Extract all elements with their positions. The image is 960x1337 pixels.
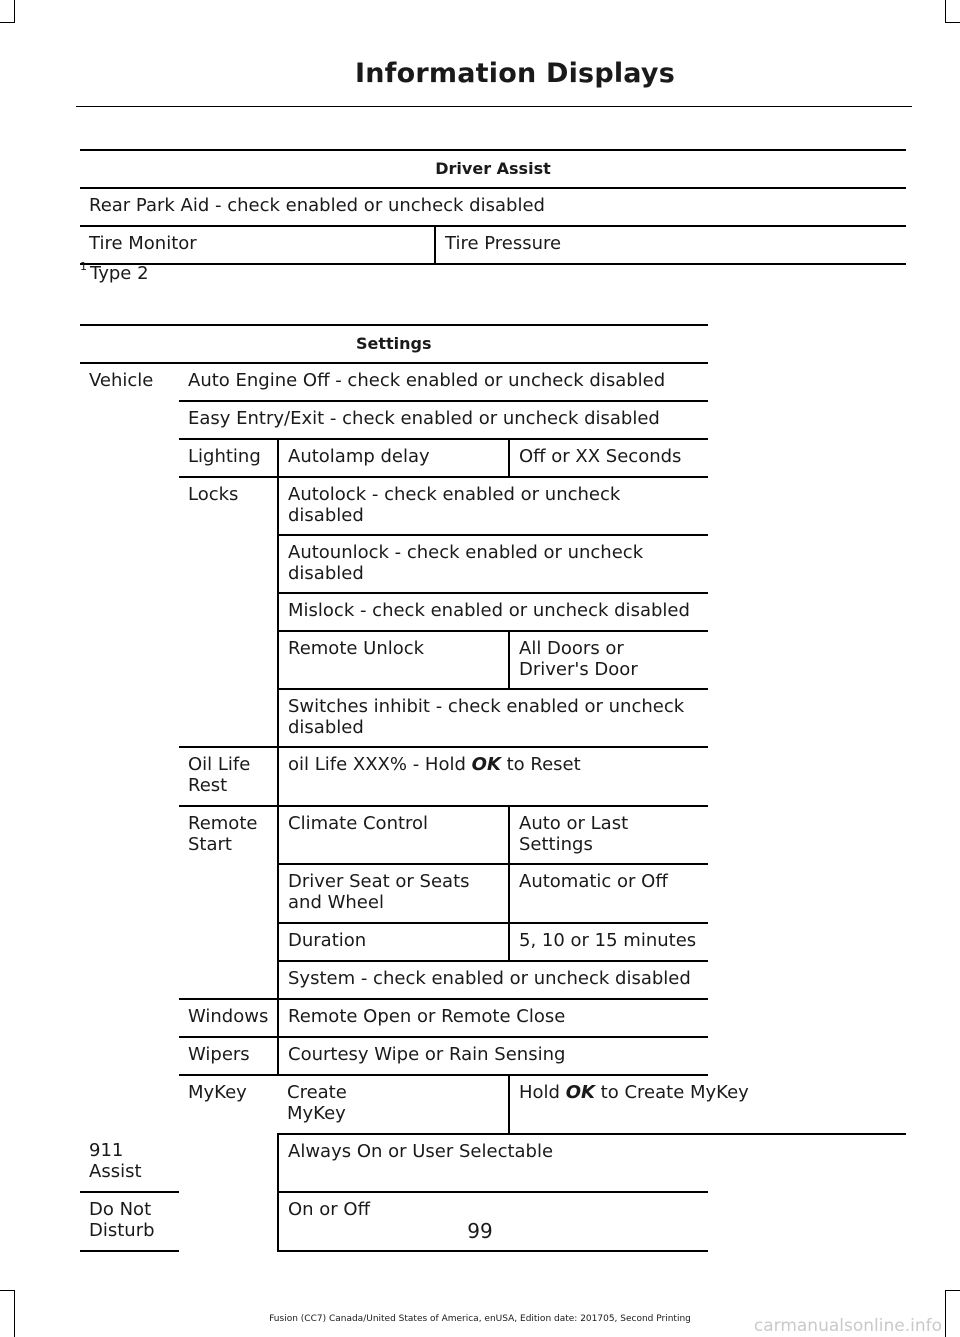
header-divider xyxy=(76,106,912,107)
wipers-label: Wipers xyxy=(179,1037,278,1075)
remote-start-label xyxy=(179,806,278,999)
assist-label xyxy=(80,1134,179,1192)
create-mykey-cell xyxy=(509,1075,906,1134)
crop-mark xyxy=(0,22,15,23)
table-row xyxy=(80,747,906,806)
table-row xyxy=(80,1037,906,1075)
watermark: carmanualsonline.info xyxy=(753,1316,942,1336)
climate-control-label: Climate Control xyxy=(278,806,509,864)
oil-life-label-line1: Oil Life xyxy=(188,754,251,775)
do-not-disturb-label-line2: Disturb xyxy=(89,1220,155,1241)
windows-value: Remote Open or Remote Close xyxy=(278,999,708,1037)
category-mykey: MyKey xyxy=(188,1082,247,1103)
crop-mark xyxy=(945,22,960,23)
create-mykey-label-line1: Create xyxy=(287,1082,347,1103)
table-row xyxy=(80,363,906,401)
autolock-cell: Autolock - check enabled or uncheck disabled xyxy=(278,477,708,535)
assist-value: Always On or User Selectable xyxy=(278,1134,708,1192)
table-row xyxy=(80,439,906,477)
table-row xyxy=(80,806,906,864)
page-footer: Fusion (CC7) Canada/United States of America, enUSA, Edition date: 201705, Second Printing xyxy=(269,1314,691,1324)
do-not-disturb-label-line1: Do Not xyxy=(89,1199,152,1220)
auto-engine-off-cell: Auto Engine Off - check enabled or uncheck disabled xyxy=(179,363,708,401)
mislock-cell: Mislock - check enabled or uncheck disabled xyxy=(278,593,708,631)
category-vehicle: Vehicle xyxy=(89,370,154,391)
duration-value: 5, 10 or 15 minutes xyxy=(509,923,708,961)
settings-table xyxy=(80,324,906,1252)
create-mykey-text-before: Hold xyxy=(519,1082,566,1103)
driver-seat-label-line1: Driver Seat or Seats xyxy=(288,871,470,892)
driver-seat-label-line2: and Wheel xyxy=(288,892,384,913)
autolamp-delay-label: Autolamp delay xyxy=(278,439,509,477)
remote-start-label-line1: Remote xyxy=(188,813,258,834)
create-mykey-label xyxy=(278,1075,509,1134)
ok-key-label: OK xyxy=(565,1082,595,1103)
page-title: Information Displays xyxy=(355,58,675,89)
ok-key-label: OK xyxy=(471,754,501,775)
driver-seat-label xyxy=(278,864,509,923)
duration-label: Duration xyxy=(278,923,509,961)
tire-monitor-label: Tire Monitor xyxy=(80,226,435,264)
oil-life-text-before: oil Life XXX% - Hold xyxy=(288,754,472,775)
table-row xyxy=(80,188,906,226)
remote-unlock-label: Remote Unlock xyxy=(278,631,509,689)
table-row xyxy=(80,1075,906,1134)
assist-label-line2: Assist xyxy=(89,1161,142,1182)
driver-assist-heading: Driver Assist xyxy=(80,150,906,188)
tire-monitor-value: Tire Pressure xyxy=(435,226,906,264)
autounlock-cell: Autounlock - check enabled or uncheck disabled xyxy=(278,535,708,593)
remote-unlock-value: All Doors or Driver's Door xyxy=(509,631,708,689)
footnote xyxy=(80,262,149,284)
wipers-value: Courtesy Wipe or Rain Sensing xyxy=(278,1037,708,1075)
windows-label: Windows xyxy=(179,999,278,1037)
locks-label: Locks xyxy=(179,477,278,747)
driver-seat-value: Automatic or Off xyxy=(509,864,708,923)
easy-entry-cell: Easy Entry/Exit - check enabled or uncheck disabled xyxy=(179,401,708,439)
rear-park-aid-cell: Rear Park Aid - check enabled or uncheck disabled xyxy=(80,188,906,226)
oil-life-label-line2: Rest xyxy=(188,775,228,796)
table-row xyxy=(80,226,906,264)
table-row xyxy=(80,401,906,439)
assist-label-line1: 911 xyxy=(89,1140,124,1161)
footnote-marker: 1 xyxy=(80,260,87,273)
crop-mark xyxy=(945,0,946,22)
lighting-label: Lighting xyxy=(179,439,278,477)
create-mykey-text-after: to Create MyKey xyxy=(594,1082,749,1103)
settings-heading: Settings xyxy=(80,325,708,363)
table-row xyxy=(80,477,906,535)
footnote-text: Type 2 xyxy=(90,263,149,284)
crop-mark xyxy=(14,0,15,22)
table-row xyxy=(80,999,906,1037)
crop-mark xyxy=(0,1290,15,1291)
oil-life-text-after: to Reset xyxy=(500,754,581,775)
page-number: 99 xyxy=(467,1219,493,1243)
switches-inhibit-cell: Switches inhibit - check enabled or uncheck disabled xyxy=(278,689,708,747)
climate-control-value: Auto or Last Settings xyxy=(509,806,708,864)
oil-life-label xyxy=(179,747,278,806)
remote-start-label-line2: Start xyxy=(188,834,232,855)
driver-assist-table xyxy=(80,149,906,265)
create-mykey-label-line2: MyKey xyxy=(287,1103,346,1124)
remote-start-system-cell: System - check enabled or uncheck disabled xyxy=(278,961,708,999)
do-not-disturb-value: On or Off xyxy=(278,1192,708,1251)
autolamp-delay-value: Off or XX Seconds xyxy=(509,439,708,477)
crop-mark xyxy=(945,1290,960,1291)
oil-life-cell xyxy=(278,747,708,806)
